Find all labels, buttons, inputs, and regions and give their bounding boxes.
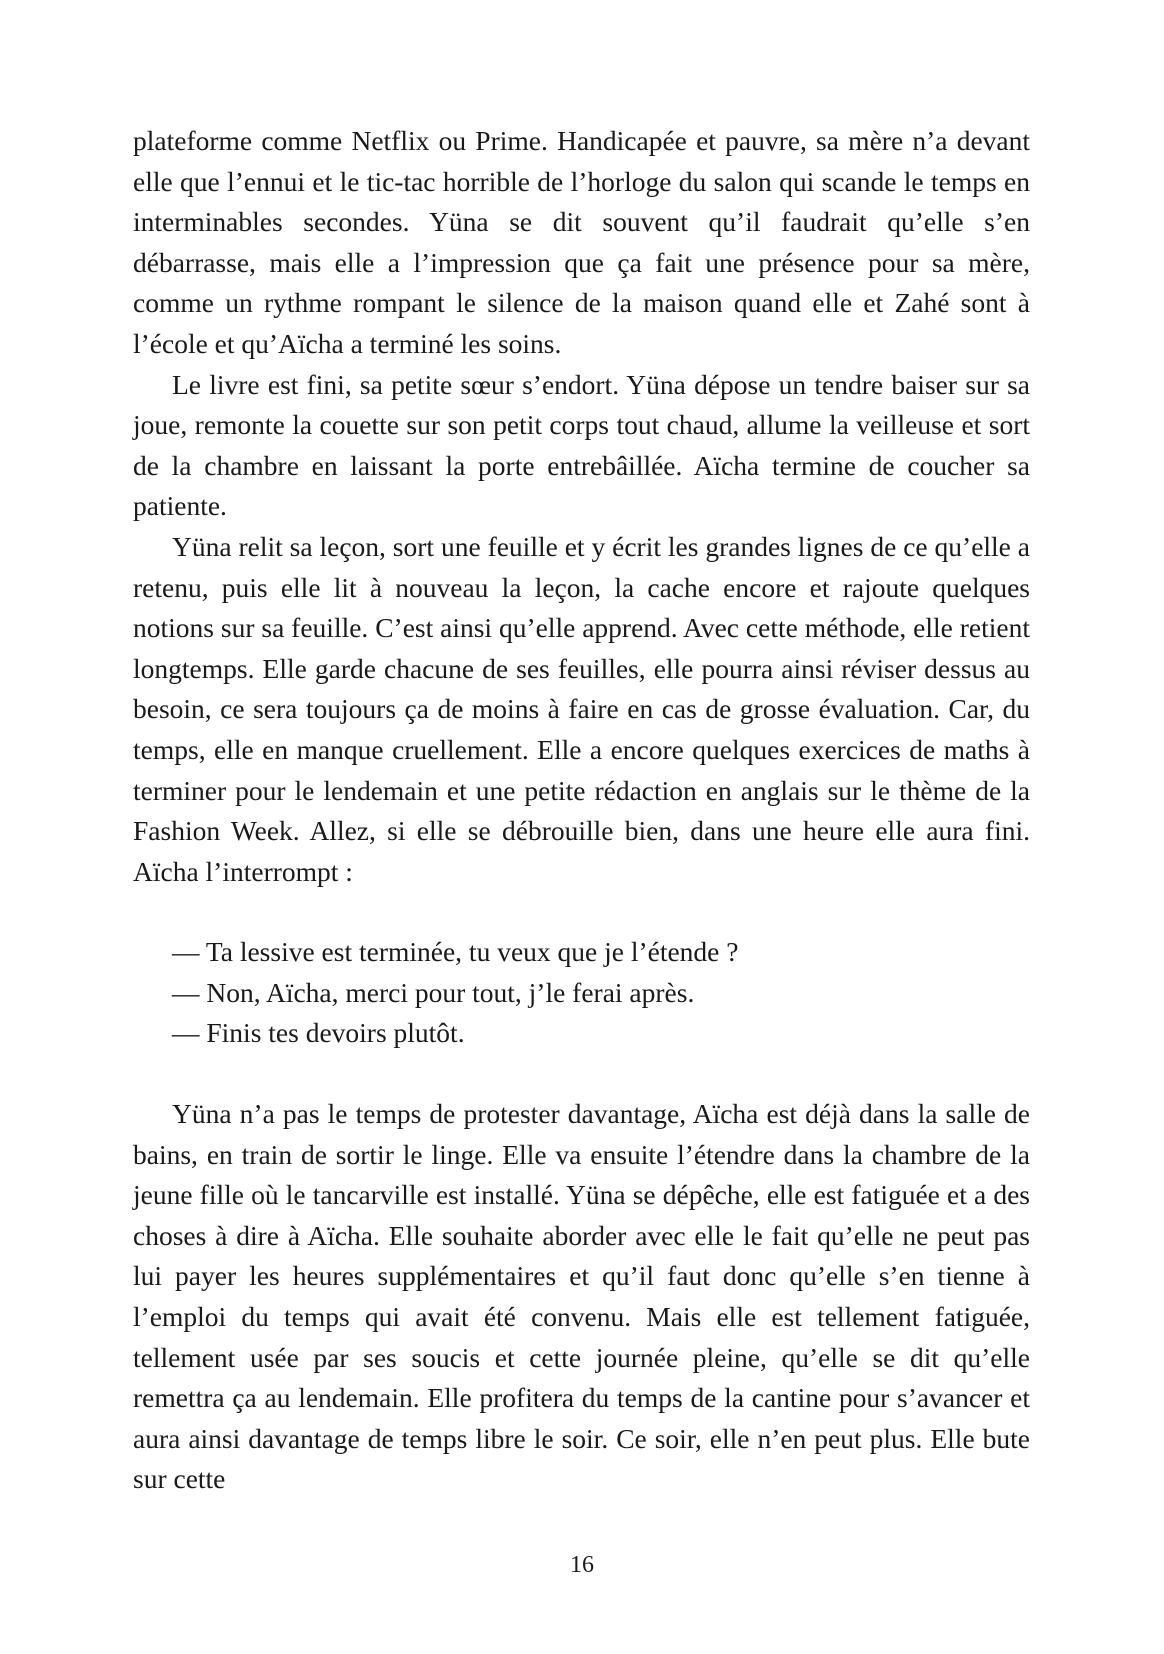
- paragraph-4: Yüna n’a pas le temps de protester davantage, Aïcha est déjà dans la salle de bains, en train de sortir le linge. Elle va ensuite l’étendre dans la chambre de la jeune fille où le tancarville est installé. Yüna se dépêche, elle est fatiguée et a des choses à dire à Aïcha. Elle souhaite aborder avec elle le fait qu’elle ne peut pas lui payer les heures supplémentaires et qu’il faut donc qu’elle s’en tienne à l’emploi du temps qui avait été convenu. Mais elle est tellement fatiguée, tellement usée par ses soucis et cette journée pleine, qu’elle se dit qu’elle remettra ça au lendemain. Elle profitera du temps de la cantine pour s’avancer et aura ainsi davantage de temps libre le soir. Ce soir, elle n’en peut plus. Elle bute sur cette: [133, 1098, 1030, 1495]
- dialogue-block: [133, 932, 1030, 1054]
- paragraph-3: Yüna relit sa leçon, sort une feuille et y écrit les grandes lignes de ce qu’elle a retenu, puis elle lit à nouveau la leçon, la cache encore et rajoute quelques notions sur sa feuille. C’est ainsi qu’elle apprend. Avec cette méthode, elle retient longtemps. Elle garde chacune de ses feuilles, elle pourra ainsi réviser dessus au besoin, ce sera toujours ça de moins à faire en cas de grosse évaluation. Car, du temps, elle en manque cruellement. Elle a encore quelques exercices de maths à terminer pour le lendemain et une petite rédaction en anglais sur le thème de la Fashion Week. Allez, si elle se débrouille bien, dans une heure elle aura fini. Aïcha l’interrompt :: [133, 530, 1030, 887]
- paragraph-2: Le livre est fini, sa petite sœur s’endort. Yüna dépose un tendre baiser sur sa joue, remonte la couette sur son petit corps tout chaud, allume la veilleuse et sort de la chambre en laissant la porte entrebâillée. Aïcha termine de coucher sa patiente.: [133, 368, 1030, 522]
- dialogue-line-3: — Finis tes devoirs plutôt.: [172, 1017, 465, 1049]
- dialogue-line-1: — Ta lessive est terminée, tu veux que je l’étende ?: [172, 936, 739, 968]
- dialogue-line-2: — Non, Aïcha, merci pour tout, j’le ferai après.: [172, 976, 695, 1008]
- page-body: [133, 121, 1030, 1500]
- page-number: 16: [570, 1552, 594, 1578]
- paragraph-1: plateforme comme Netflix ou Prime. Handicapée et pauvre, sa mère n’a devant elle que l’ennui et le tic-tac horrible de l’horloge du salon qui scande le temps en interminables secondes. Yüna se dit souvent qu’il faudrait qu’elle s’en débarrasse, mais elle a l’impression que ça fait une présence pour sa mère, comme un rythme rompant le silence de la maison quand elle et Zahé sont à l’école et qu’Aïcha a terminé les soins.: [133, 125, 1030, 359]
